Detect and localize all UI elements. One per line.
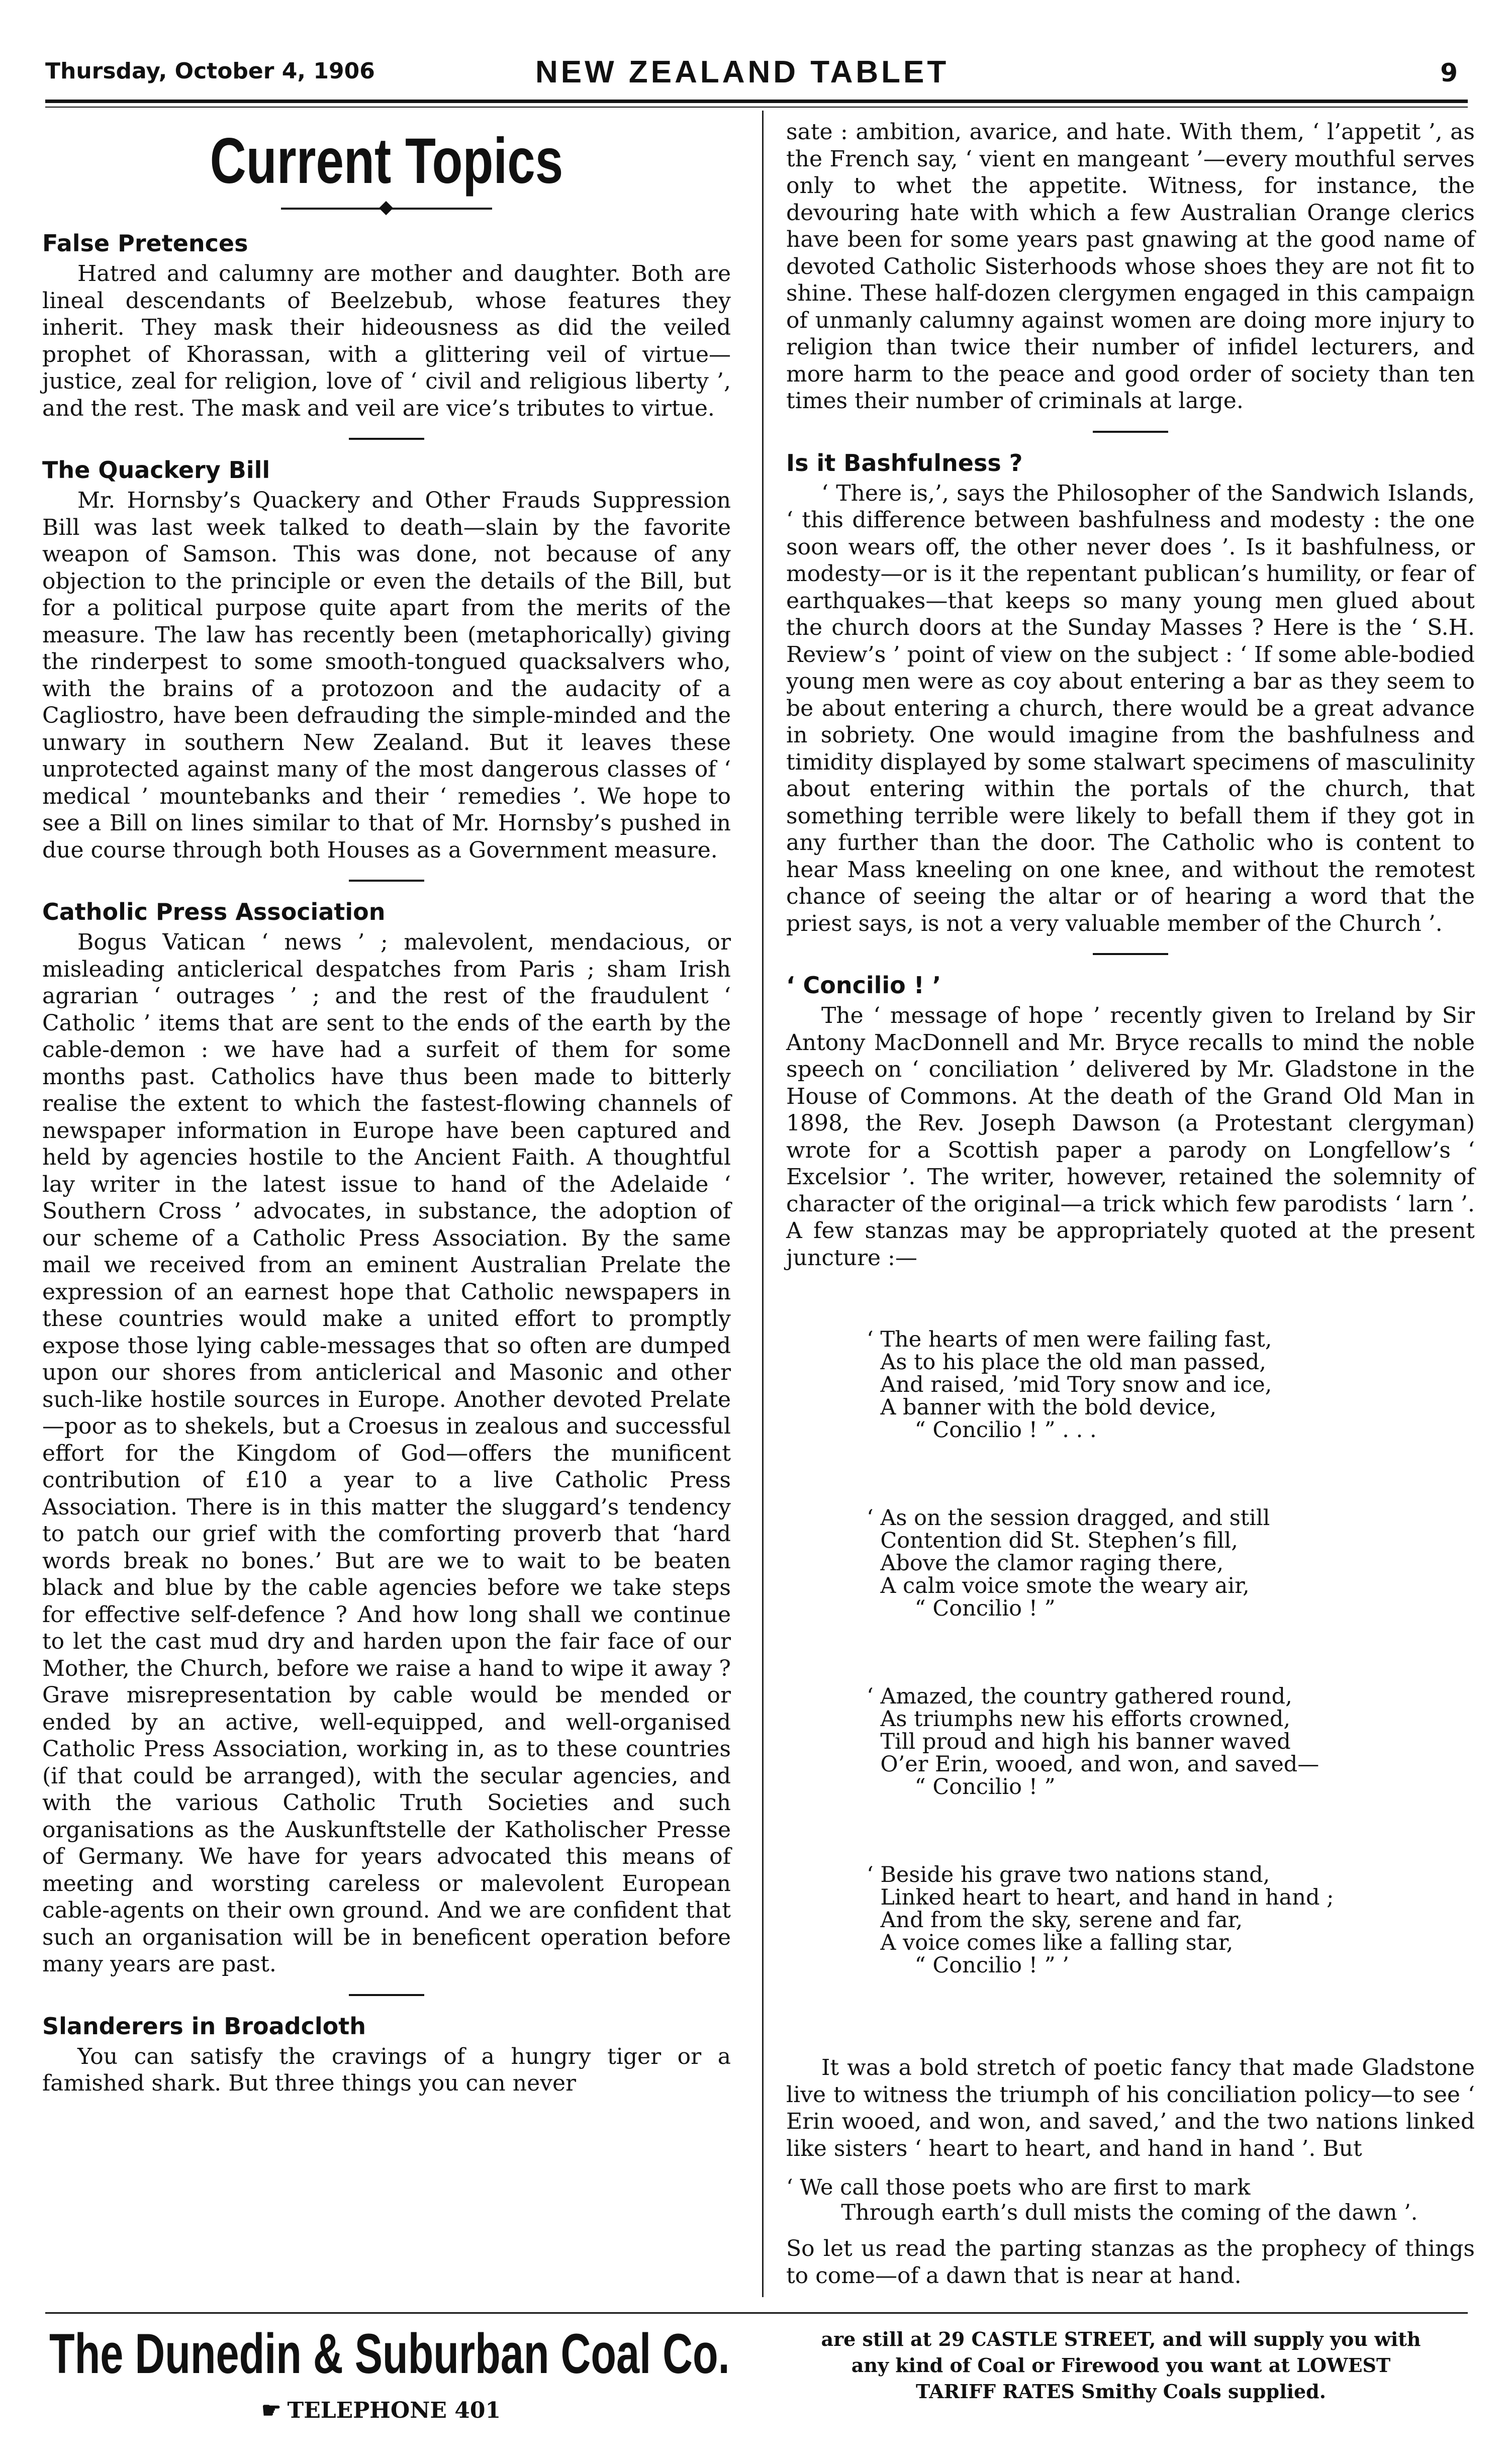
footer-rule	[45, 2312, 1468, 2314]
page-header	[45, 54, 1473, 96]
ad-line: any kind of Coal or Firewood you want at LOWEST	[851, 2354, 1391, 2377]
ornament-rule	[281, 203, 492, 213]
page-number: 9	[1440, 58, 1458, 87]
ad-line: are still at 29 CASTLE STREET, and will supply you with	[821, 2328, 1421, 2350]
left-column	[42, 119, 731, 2097]
article-body: You can satisfy the cravings of a hungry tiger or a famished shark. But three things you can never	[42, 2043, 731, 2096]
right-column	[786, 119, 1475, 2289]
article-heading-slanderers: Slanderers in Broadcloth	[42, 2012, 366, 2040]
article-body: So let us read the parting stanzas as the prophecy of things to come—of a dawn that is near at hand.	[786, 2236, 1475, 2289]
article-heading-concilio: ‘ Concilio ! ’	[786, 972, 941, 999]
advertiser-phone	[261, 2398, 501, 2423]
advertisement-text	[794, 2326, 1448, 2405]
diamond-icon	[379, 201, 393, 215]
section-separator	[349, 1994, 424, 1996]
header-rule-thin	[45, 107, 1468, 108]
pointing-hand-icon: ☛	[261, 2398, 281, 2423]
section-masthead: Current Topics	[210, 125, 563, 197]
poem-block	[867, 1283, 1475, 2042]
article-heading-quackery-bill: The Quackery Bill	[42, 456, 270, 484]
article-heading-bashfulness: Is it Bashfulness ?	[786, 449, 1023, 477]
poem-stanza: ‘ As on the session dragged, and still Contention did St. Stephen’s fill, Above the clamor raging there, A calm voice smote the weary air, “ Concilio ! ”	[867, 1505, 1270, 1621]
section-separator	[1093, 953, 1168, 955]
section-separator	[1093, 431, 1168, 433]
verse-quote: ‘ We call those poets who are first to mark Through earth’s dull mists the coming of the dawn ’.	[786, 2175, 1418, 2225]
article-body: Bogus Vatican ‘ news ’ ; malevolent, mendacious, or misleading anticlerical despatches from Paris ; sham Irish agrarian ‘ outrages ’ ; and the rest of the fraudulent ‘ Catholic ’ items that are sent to the ends of the earth by the cable-demon : we have had a surfeit of them for some months past. Catholics have thus been made to bitterly realise the extent to which the fastest-flowing channels of newspaper information in Europe have been captured and held by agencies hostile to the Ancient Faith. A thoughtful lay writer in the latest issue to hand of the Adelaide ‘ Southern Cross ’ advocates, in substance, the adoption of our scheme of a Catholic Press Association. By the same mail we received from an eminent Australian Prelate the expression of an earnest hope that Catholic newspapers in these countries would make a united effort to promptly expose those lying cable-messages that so often are dumped upon our shores from anticlerical and Masonic and other such-like hostile sources in Europe. Another devoted Prelate—poor as to shekels, but a Croesus in zealous and successful effort for the Kingdom of God—offers the munificent contribution of £10 a year to a live Catholic Press Association. There is in this matter the sluggard’s tendency to patch our grief with the comforting proverb that ‘hard words break no bones.’ But are we to wait to be beaten black and blue by the cable agencies before we take steps for effective self-defence ? And how long shall we continue to let the cast mud dry and harden upon the fair face of our Mother, the Church, before we raise a hand to wipe it away ? Grave misrepresentation by cable would be mended or ended by an active, well-equipped, and well-organised Catholic Press Association, working in, as to these countries (if that could be arranged), with the secular agencies, and with the various Catholic Truth Societies and such organisations as the Auskunftstelle der Katholischer Presse of Germany. We have for years advocated this means of meeting and worsting careless or malevolent European cable-agents on their own ground. And we are confident that such an organisation will be in beneficent operation before many years are past.	[42, 929, 731, 1977]
article-heading-false-pretences: False Pretences	[42, 230, 248, 257]
poem-stanza: ‘ The hearts of men were failing fast, As to his place the old man passed, And raised, ’mid Tory snow and ice, A banner with the bold device, “ Concilio ! ” . . .	[867, 1327, 1272, 1443]
article-body: Hatred and calumny are mother and daughter. Both are lineal descendants of Beelzebub, whose features they inherit. They mask their hideousness as did the veiled prophet of Khorassan, with a glittering veil of virtue—justice, zeal for religion, love of ‘ civil and religious liberty ’, and the rest. The mask and veil are vice’s tributes to virtue.	[42, 261, 731, 421]
advertisement	[45, 2321, 1473, 2442]
section-separator	[349, 438, 424, 440]
article-body: It was a bold stretch of poetic fancy that made Gladstone live to witness the triumph of his conciliation policy—to see ‘ Erin wooed, and won, and saved,’ and the two nations linked like sisters ‘ heart to heart, and hand in hand ’. But	[786, 2055, 1475, 2161]
article-body: Mr. Hornsby’s Quackery and Other Frauds Suppression Bill was last week talked to death—slain by the favorite weapon of Samson. This was done, not because of any objection to the principle or even the details of the Bill, but for a political purpose quite apart from the merits of the measure. The law has recently been (metaphorically) giving the rinderpest to some smooth-tongued quacksalvers who, with the brains of a protozoon and the audacity of a Cagliostro, have been defrauding the simple-minded and the unwary in southern New Zealand. But it leaves these unprotected against many of the most dangerous classes of ‘ medical ’ mountebanks and their ‘ remedies ’. We hope to see a Bill on lines similar to that of Mr. Hornsby’s pushed in due course through both Houses as a Government measure.	[42, 488, 731, 863]
poem-stanza: ‘ Amazed, the country gathered round, As triumphs new his efforts crowned, Till proud and high his banner waved O’er Erin, wooed, and won, and saved— “ Concilio ! ”	[867, 1684, 1319, 1800]
advertiser-name: The Dunedin & Suburban Coal Co.	[49, 2322, 730, 2385]
column-divider	[762, 111, 764, 2297]
article-continuation: sate : ambition, avarice, and hate. With them, ‘ l’appetit ’, as the French say, ‘ vient en mangeant ’—every mouthful serves only to whet the appetite. Witness, for instance, the devouring hate with which a few Australian Orange clerics have been for some years past gnawing at the good name of devoted Catholic Sisterhoods whose shoes they are not fit to shine. These half-dozen clergymen engaged in this campaign of unmanly calumny against women are doing more injury to religion than twice their number of infidel lecturers, and more harm to the peace and good order of society than ten times their number of criminals at large.	[786, 119, 1475, 414]
issue-date: Thursday, October 4, 1906	[45, 58, 375, 84]
ad-line: TARIFF RATES Smithy Coals supplied.	[916, 2380, 1326, 2403]
phone-text: TELEPHONE 401	[287, 2398, 501, 2423]
header-rule	[45, 100, 1468, 103]
article-body: The ‘ message of hope ’ recently given to Ireland by Sir Antony MacDonnell and Mr. Bryce recalls to mind the noble speech on ‘ conciliation ’ delivered by Mr. Gladstone in the House of Commons. At the death of the Grand Old Man in 1898, the Rev. Joseph Dawson (a Protestant clergyman) wrote for a Scottish paper a parody on Longfellow’s ‘ Excelsior ’. The writer, however, retained the solemnity of character of the original—a trick which few parodists ‘ larn ’. A few stanzas may be appropriately quoted at the present juncture :—	[786, 1003, 1475, 1271]
article-body: ‘ There is,’, says the Philosopher of the Sandwich Islands, ‘ this difference between bashfulness and modesty : the one soon wears off, the other never does ’. Is it bashfulness, or modesty—or is it the repentant publican’s humility, or fear of earthquakes—that keeps so many young men glued about the church doors at the Sunday Masses ? Here is the ‘ S.H. Review’s ’ point of view on the subject : ‘ If some able-bodied young men were as coy about entering a bar as they seem to be about entering a church, there would be a great advance in sobriety. One would imagine from the bashfulness and timidity displayed by some stalwart specimens of masculinity about entering within the portals of the church, that something terrible were likely to befall them if they got in any further than the door. The Catholic who is content to hear Mass kneeling on one knee, and without the remotest chance of seeing the altar or of hearing a word that the priest says, is not a very valuable member of the Church ’.	[786, 480, 1475, 936]
section-separator	[349, 880, 424, 882]
newspaper-title: NEW ZEALAND TABLET	[535, 55, 950, 89]
poem-stanza: ‘ Beside his grave two nations stand, Linked heart to heart, and hand in hand ; And from the sky, serene and far, A voice comes like a falling star, “ Concilio ! ” ’	[867, 1862, 1334, 1978]
article-heading-catholic-press: Catholic Press Association	[42, 898, 386, 925]
